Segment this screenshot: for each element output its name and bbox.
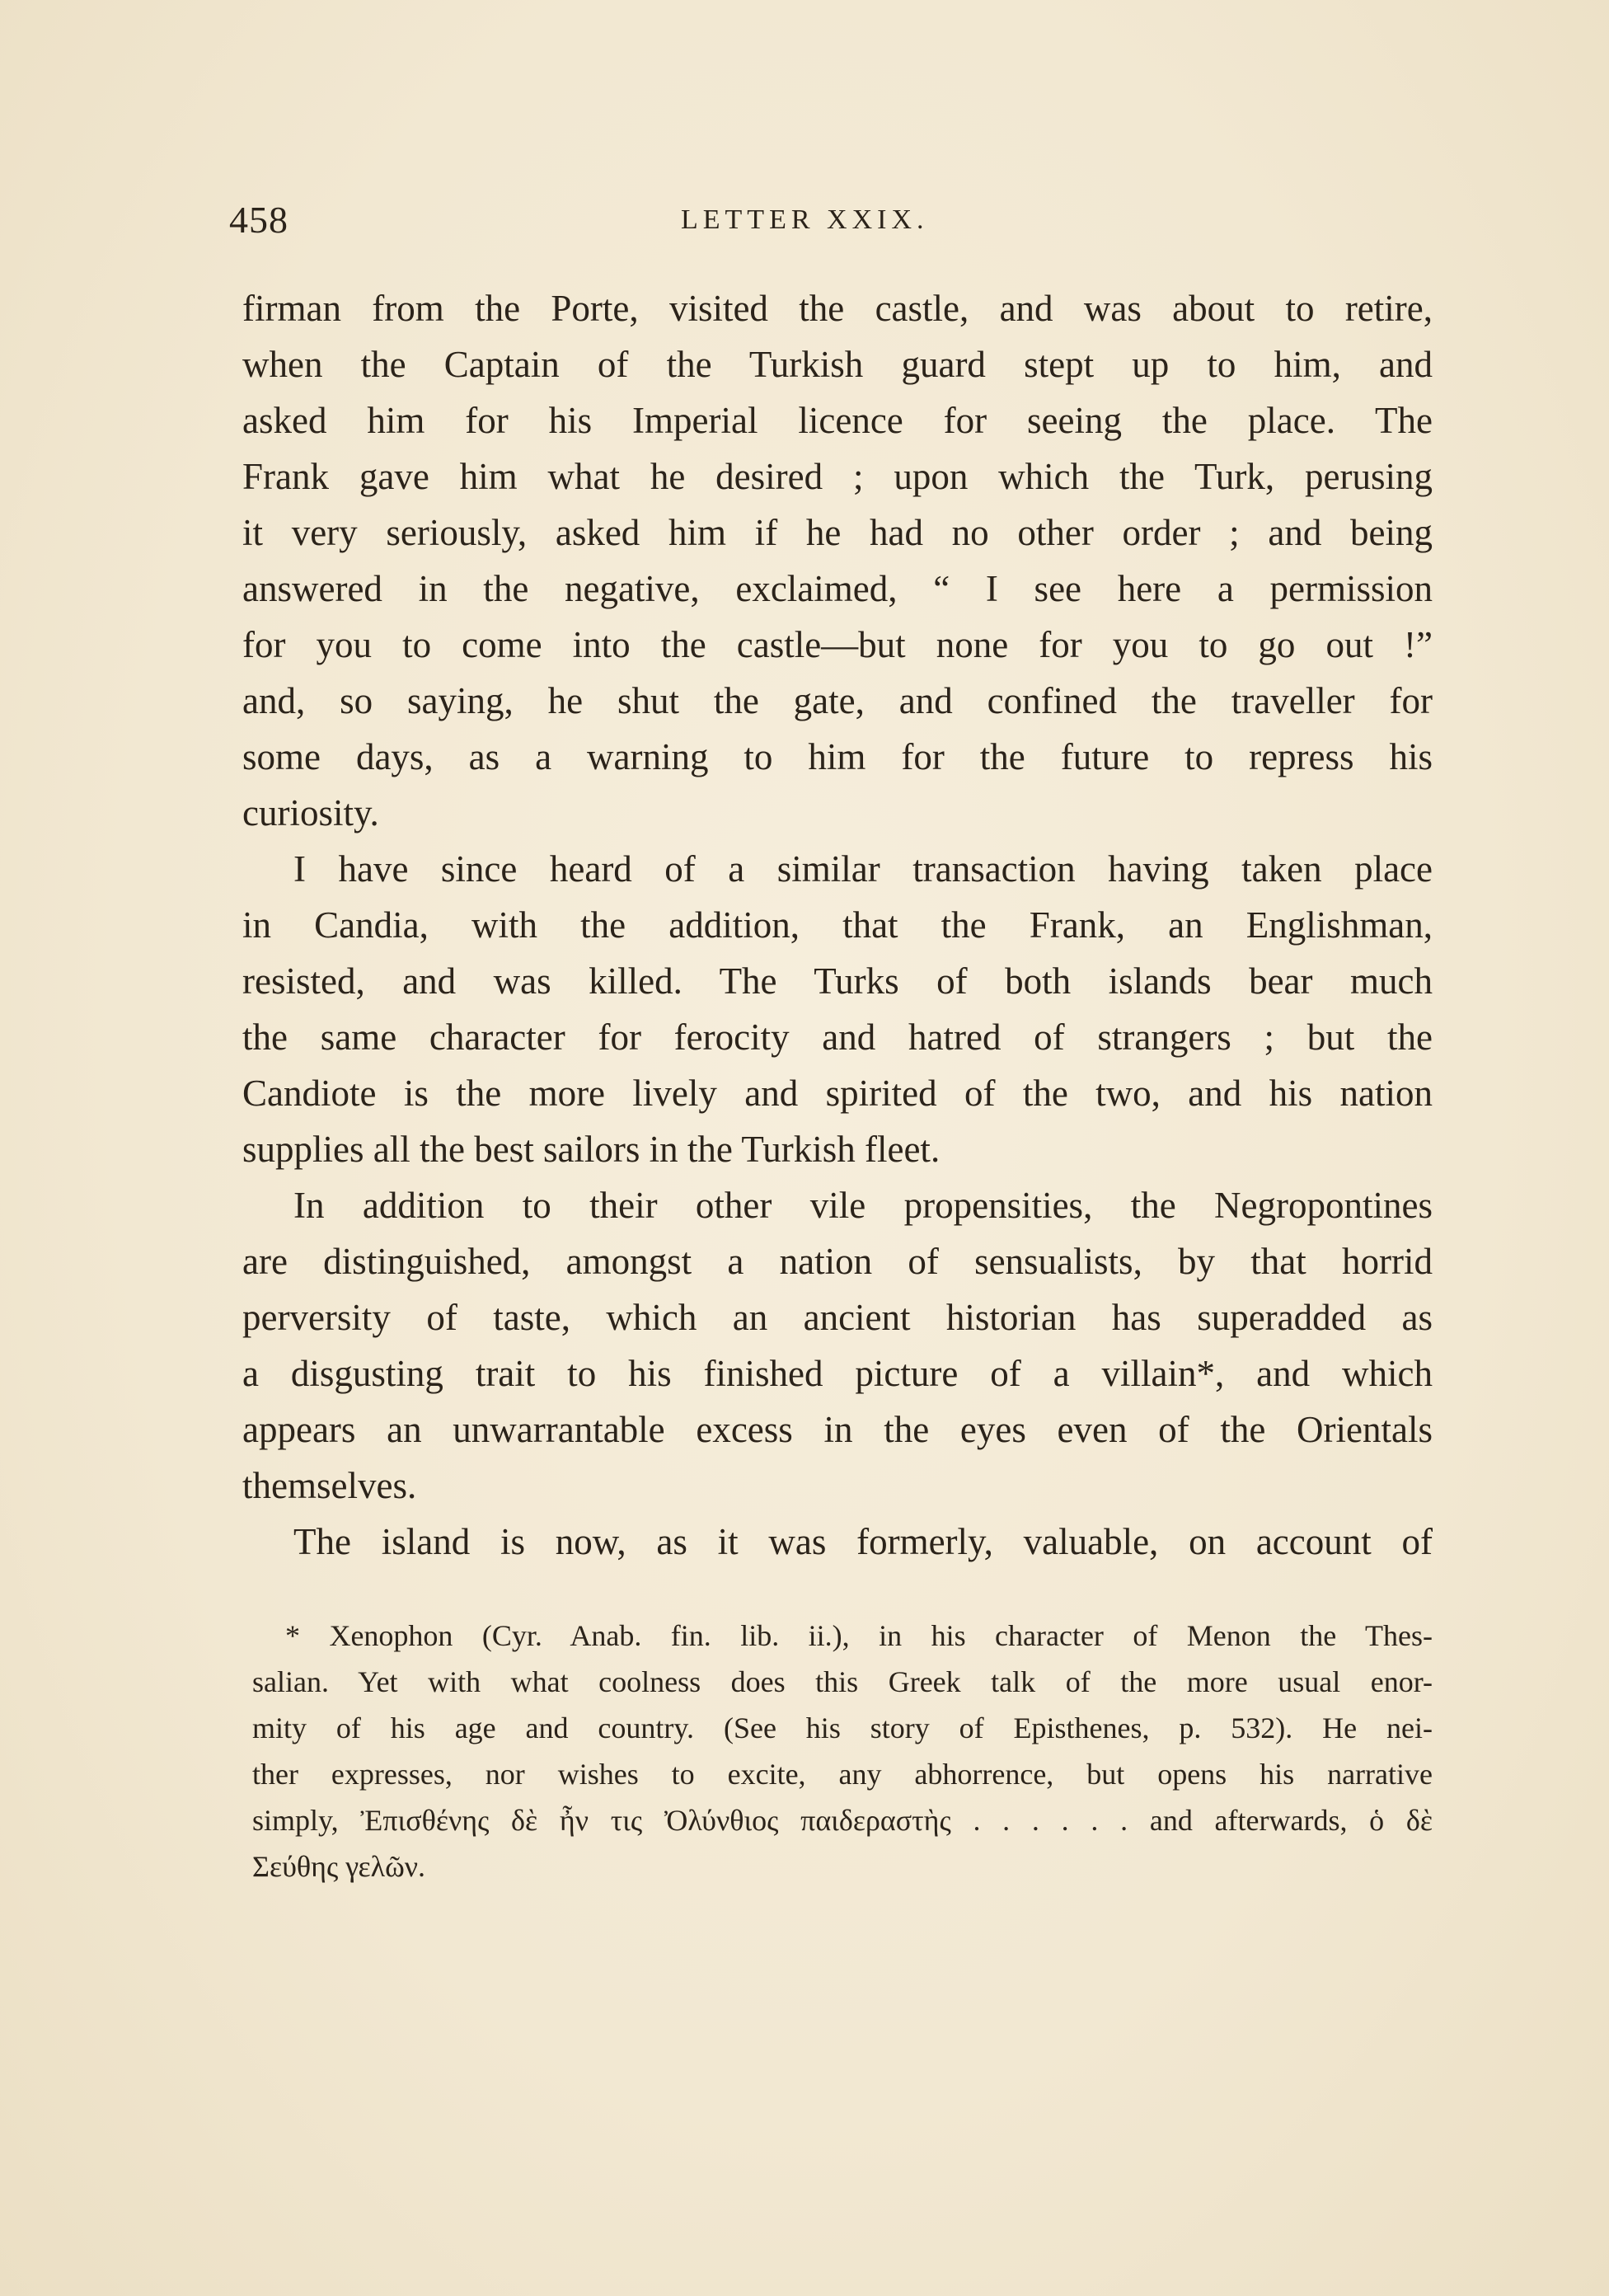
text-line: in Candia, with the addition, that the Frank, an Englishman, (242, 904, 1433, 946)
text-line: perversity of taste, which an ancient historian has superadded as (242, 1297, 1433, 1338)
text-line: curiosity. (242, 792, 379, 833)
text-line: answered in the negative, exclaimed, “ I see here a permission (242, 568, 1433, 609)
footnote-line: mity of his age and country. (See his story of Episthenes, p. 532). He nei- (252, 1711, 1433, 1744)
text-line: themselves. (242, 1465, 417, 1506)
footnote-line: salian. Yet with what coolness does this Greek talk of the more usual enor- (252, 1665, 1433, 1698)
footnote-line: ther expresses, nor wishes to excite, any abhorrence, but opens his narrative (252, 1758, 1433, 1791)
page-header (229, 198, 1433, 256)
text-line: and, so saying, he shut the gate, and confined the traveller for (242, 680, 1433, 721)
text-line: resisted, and was killed. The Turks of both islands bear much (242, 960, 1433, 1002)
text-line: Frank gave him what he desired ; upon which the Turk, perusing (242, 456, 1433, 497)
paragraph-start-line: In addition to their other vile propensities, the Negropontines (293, 1185, 1433, 1226)
main-text (242, 280, 1433, 1570)
text-line: asked him for his Imperial licence for seeing the place. The (242, 400, 1433, 441)
text-line: some days, as a warning to him for the future to repress his (242, 736, 1433, 777)
text-line: the same character for ferocity and hatred of strangers ; but the (242, 1017, 1433, 1058)
text-line: supplies all the best sailors in the Turkish fleet. (242, 1129, 941, 1170)
paragraph-start-line: The island is now, as it was formerly, valuable, on account of (293, 1521, 1433, 1562)
text-line: for you to come into the castle—but none for you to go out !” (242, 624, 1433, 665)
text-line: Candiote is the more lively and spirited of the two, and his nation (242, 1073, 1433, 1114)
text-line: it very seriously, asked him if he had no other order ; and being (242, 512, 1433, 553)
footnote-line: simply, Ἐπισθένης δὲ ἦν τις Ὀλύνθιος παιδεραστὴς . . . . . . and afterwards, ὁ δὲ (252, 1804, 1433, 1837)
text-line: appears an unwarrantable excess in the eyes even of the Orientals (242, 1409, 1433, 1450)
text-line: when the Captain of the Turkish guard stept up to him, and (242, 344, 1433, 385)
text-line: firman from the Porte, visited the castle, and was about to retire, (242, 288, 1433, 329)
footnote (252, 1613, 1433, 1890)
page-number: 458 (229, 199, 288, 241)
running-head: LETTER XXIX. (681, 204, 929, 235)
footnote-line: * Xenophon (Cyr. Anab. fin. lib. ii.), in his character of Menon the Thes- (285, 1619, 1433, 1652)
footnote-line: Σεύθης γελῶν. (252, 1850, 426, 1883)
text-line: a disgusting trait to his finished picture of a villain*, and which (242, 1353, 1433, 1394)
text-line: are distinguished, amongst a nation of sensualists, by that horrid (242, 1241, 1433, 1282)
paragraph-start-line: I have since heard of a similar transaction having taken place (293, 848, 1433, 890)
